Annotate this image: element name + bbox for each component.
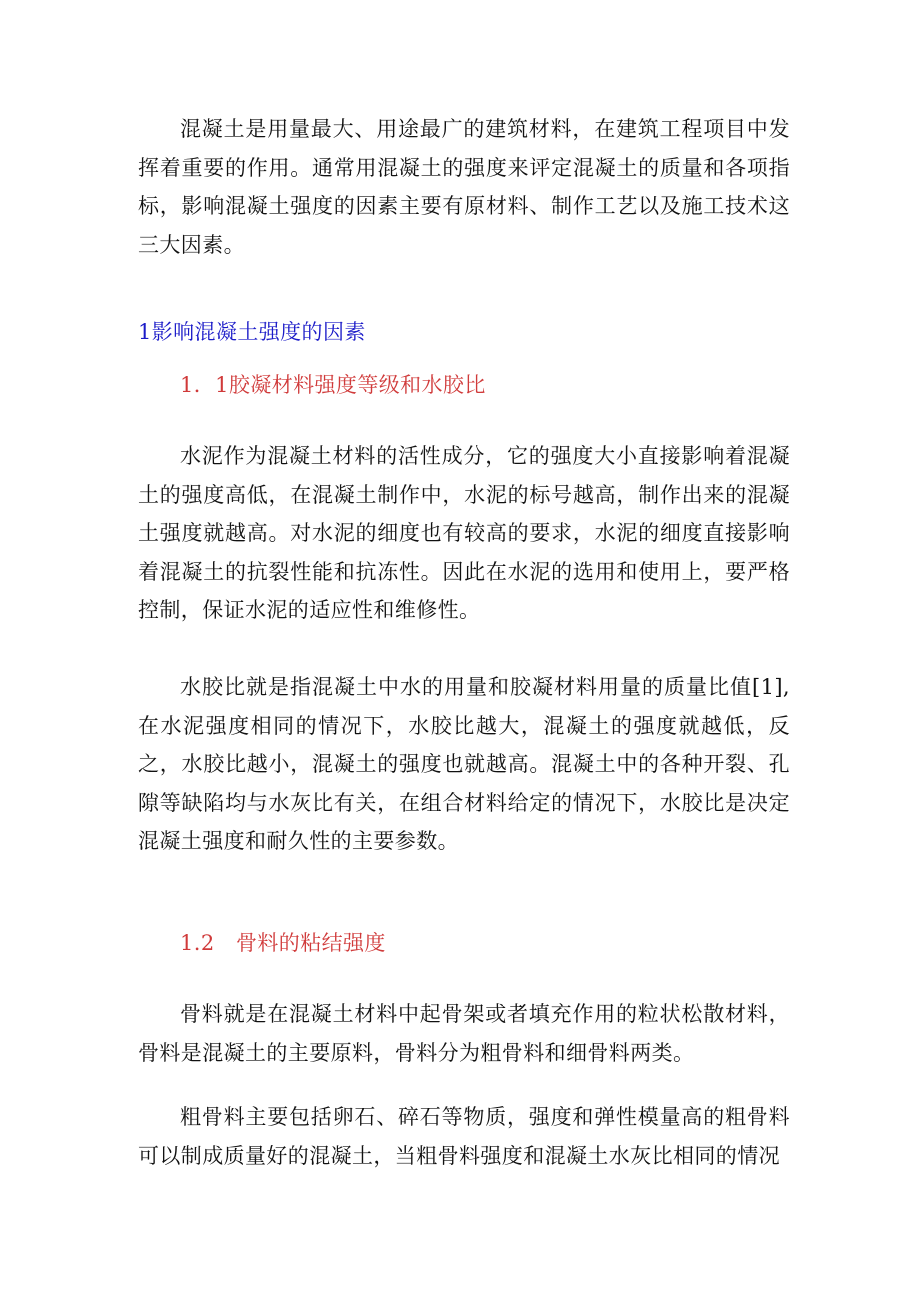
paragraph-coarse-aggregate: 粗骨料主要包括卵石、碎石等物质，强度和弹性模量高的粗骨料可以制成质量好的混凝土，当粗骨料强度和混凝土水灰比相同的情况	[138, 1105, 790, 1168]
paragraph-cement: 水泥作为混凝土材料的活性成分，它的强度大小直接影响着混凝土的强度高低，在混凝土制作中，水泥的标号越高，制作出来的混凝土强度就越高。对水泥的细度也有较高的要求，水泥的细度直接影响着混凝土的抗裂性能和抗冻性。因此在水泥的选用和使用上，要严格控制，保证水泥的适应性和维修性。	[138, 444, 790, 622]
paragraph-water-binder-ratio: 水胶比就是指混凝土中水的用量和胶凝材料用量的质量比值[1],在水泥强度相同的情况下，水胶比越大，混凝土的强度就越低，反之，水胶比越小，混凝土的强度也就越高。混凝土中的各种开裂、孔隙等缺陷均与水灰比有关，在组合材料给定的情况下，水胶比是决定混凝土强度和耐久性的主要参数。	[138, 675, 790, 853]
subsection-title: 胶凝材料强度等级和水胶比	[228, 373, 486, 397]
subsection-heading-1-1	[180, 368, 486, 402]
subsection-number: 1.2	[180, 931, 215, 955]
subsection-heading-1-2	[180, 926, 386, 960]
section-heading: 1影响混凝土强度的因素	[138, 320, 366, 344]
paragraph-aggregate: 骨料就是在混凝土材料中起骨架或者填充作用的粒状松散材料，骨料是混凝土的主要原料，骨料分为粗骨料和细骨料两类。	[138, 1002, 790, 1065]
subsection-title: 骨料的粘结强度	[236, 931, 386, 955]
subsection-number: 1．1	[180, 373, 229, 397]
intro-paragraph: 混凝土是用量最大、用途最广的建筑材料，在建筑工程项目中发挥着重要的作用。通常用混凝土的强度来评定混凝土的质量和各项指标，影响混凝土强度的因素主要有原材料、制作工艺以及施工技术这三大因素。	[138, 117, 790, 257]
